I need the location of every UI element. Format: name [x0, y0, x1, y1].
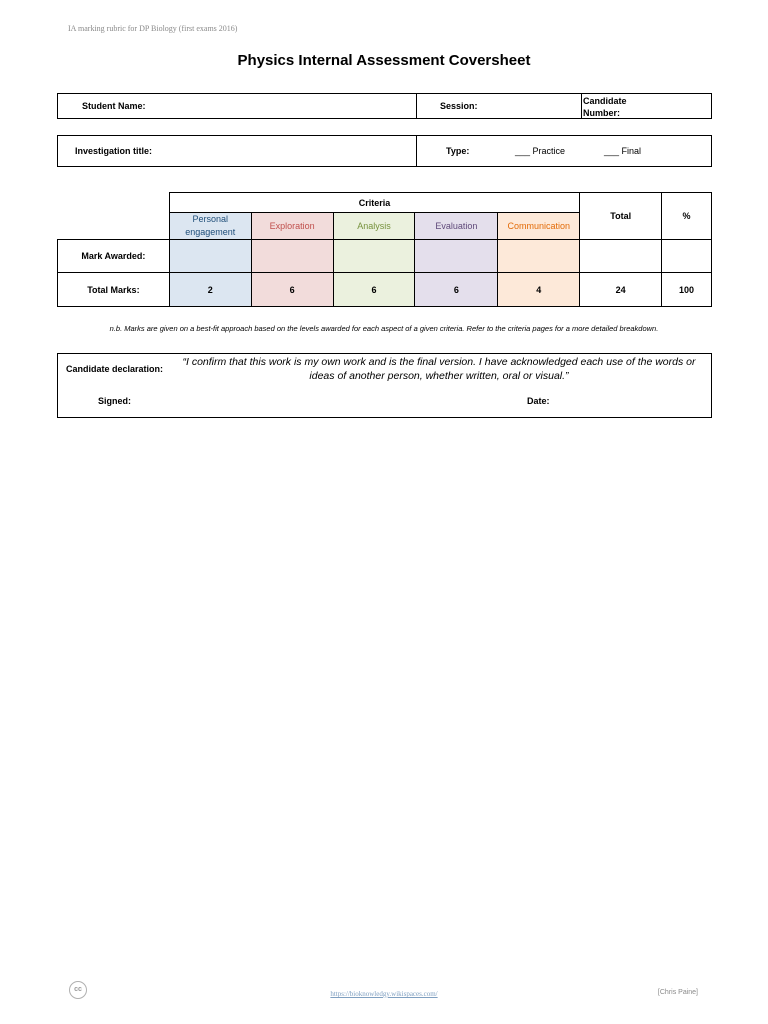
mark-awarded-percent[interactable]	[662, 240, 712, 273]
criterion-personal-engagement: Personal engagement	[169, 213, 251, 240]
total-marks-analysis: 6	[333, 273, 415, 307]
student-name-field[interactable]	[158, 94, 416, 118]
total-header: Total	[580, 193, 662, 240]
total-marks-personal-engagement: 2	[169, 273, 251, 307]
criterion-exploration: Exploration	[251, 213, 333, 240]
total-marks-percent: 100	[662, 273, 712, 307]
criterion-communication: Communication	[498, 213, 580, 240]
session-field[interactable]	[488, 94, 581, 118]
student-name-label: Student Name:	[82, 101, 146, 111]
mark-awarded-personal-engagement[interactable]	[169, 240, 251, 273]
investigation-title-field[interactable]	[158, 136, 416, 166]
criterion-analysis: Analysis	[333, 213, 415, 240]
row-divider	[581, 94, 582, 118]
investigation-row	[57, 135, 712, 167]
footer-author: [Chris Paine]	[657, 989, 698, 996]
date-field[interactable]	[558, 390, 698, 410]
creative-commons-icon: cc	[69, 981, 87, 999]
signature-field[interactable]	[138, 390, 518, 410]
total-marks-sum: 24	[580, 273, 662, 307]
mark-awarded-label: Mark Awarded:	[58, 240, 170, 273]
mark-awarded-exploration[interactable]	[251, 240, 333, 273]
investigation-title-label: Investigation title:	[75, 146, 153, 156]
total-marks-label: Total Marks:	[58, 273, 170, 307]
mark-awarded-analysis[interactable]	[333, 240, 415, 273]
declaration-label: Candidate declaration:	[66, 364, 164, 374]
marking-note: n.b. Marks are given on a best-fit approach based on the levels awarded for each aspect of a given criteria. Refer to the criteria pages for a more detailed breakdown.	[109, 324, 659, 333]
mark-awarded-total[interactable]	[580, 240, 662, 273]
candidate-number-label: Candidate Number:	[583, 96, 627, 118]
criterion-evaluation: Evaluation	[415, 213, 498, 240]
row-divider	[416, 94, 417, 118]
type-practice-option[interactable]: ___ Practice	[515, 146, 566, 156]
percent-header: %	[662, 193, 712, 240]
criteria-header: Criteria	[169, 193, 579, 213]
total-marks-exploration: 6	[251, 273, 333, 307]
type-label: Type:	[446, 146, 470, 156]
type-final-option[interactable]: ___ Final	[604, 146, 642, 156]
signed-label: Signed:	[98, 396, 131, 406]
criteria-table	[57, 192, 712, 307]
footer-link[interactable]: https://bioknowledgy.wikispaces.com/	[330, 990, 438, 998]
row-divider	[416, 136, 417, 166]
total-marks-communication: 4	[498, 273, 580, 307]
mark-awarded-communication[interactable]	[498, 240, 580, 273]
session-label: Session:	[440, 101, 478, 111]
declaration-quote: “I confirm that this work is my own work and is the final version. I have acknowledged each use of the words or ideas of another person, whether written, oral or visual.”	[182, 356, 696, 382]
header-note: IA marking rubric for DP Biology (first exams 2016)	[68, 24, 238, 33]
student-info-row	[57, 93, 712, 119]
page-title: Physics Internal Assessment Coversheet	[237, 52, 531, 69]
date-label: Date:	[527, 396, 550, 406]
table-corner	[58, 213, 170, 240]
total-marks-evaluation: 6	[415, 273, 498, 307]
candidate-number-field[interactable]	[648, 94, 711, 118]
mark-awarded-evaluation[interactable]	[415, 240, 498, 273]
table-corner	[58, 193, 170, 213]
